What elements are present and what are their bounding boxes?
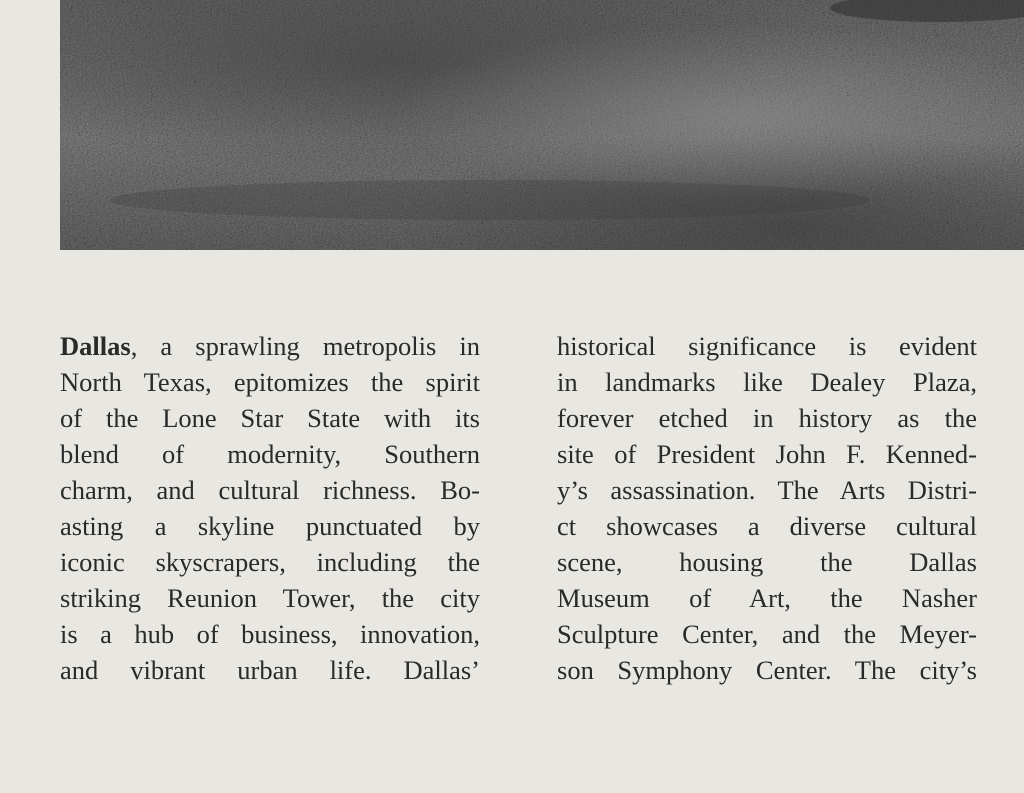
paragraph-line: asting a skyline punctuated by xyxy=(60,511,480,541)
paragraph-line: North Texas, epitomizes the spirit xyxy=(60,367,480,397)
paragraph-line: ct showcases a diverse cultural xyxy=(557,511,977,541)
paragraph-line: son Symphony Center. The city’s xyxy=(557,655,977,685)
paragraph-line: charm, and cultural richness. Bo- xyxy=(60,475,480,505)
paragraph-line xyxy=(60,328,480,364)
paragraph-line: of the Lone Star State with its xyxy=(60,403,480,433)
paragraph-line: Museum of Art, the Nasher xyxy=(557,583,977,613)
grass-field-photo xyxy=(60,0,1024,250)
paragraph-line: is a hub of business, innovation, xyxy=(60,619,480,649)
paragraph-line: historical significance is evident xyxy=(557,331,977,361)
paragraph-line: scene, housing the Dallas xyxy=(557,547,977,577)
right-column xyxy=(557,328,977,688)
paragraph-line: site of President John F. Kenned- xyxy=(557,439,977,469)
lead-word: Dallas xyxy=(60,331,131,361)
paragraph-line: blend of modernity, Southern xyxy=(60,439,480,469)
paragraph-line: and vibrant urban life. Dallas’ xyxy=(60,655,480,685)
paragraph-line: iconic skyscrapers, including the xyxy=(60,547,480,577)
paragraph-line: y’s assassination. The Arts Distri- xyxy=(557,475,977,505)
paragraph-line: forever etched in history as the xyxy=(557,403,977,433)
left-column xyxy=(60,328,480,688)
first-line-rest: , a sprawling metropolis in xyxy=(130,331,480,361)
paragraph-line: striking Reunion Tower, the city xyxy=(60,583,480,613)
paragraph-line: in landmarks like Dealey Plaza, xyxy=(557,367,977,397)
paragraph-line: Sculpture Center, and the Meyer- xyxy=(557,619,977,649)
